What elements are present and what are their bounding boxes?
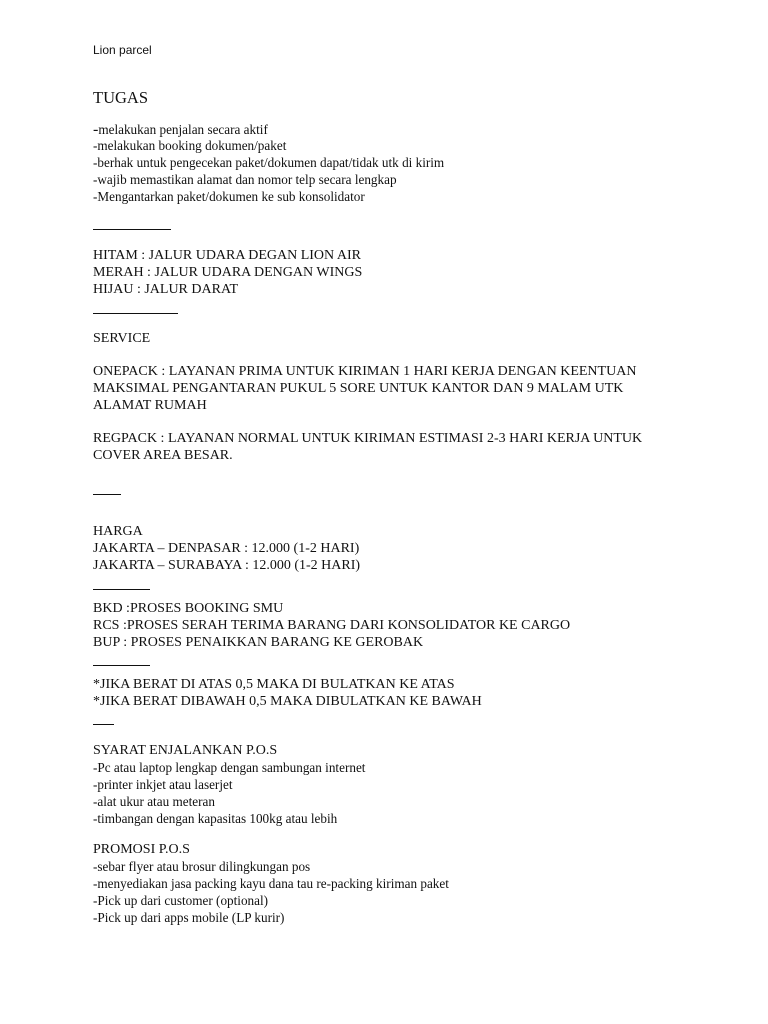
section-heading-harga: HARGA: [93, 524, 143, 539]
divider-line: [93, 313, 178, 314]
regpack-line: COVER AREA BESAR.: [93, 448, 233, 463]
divider-line: [93, 724, 114, 725]
jalur-line: HITAM : JALUR UDARA DEGAN LION AIR: [93, 248, 361, 263]
regpack-line: REGPACK : LAYANAN NORMAL UNTUK KIRIMAN ESTIMASI 2-3 HARI KERJA UNTUK: [93, 431, 643, 446]
list-item: -berhak untuk pengecekan paket/dokumen dapat/tidak utk di kirim: [93, 155, 445, 170]
divider-line: [93, 665, 150, 666]
section-heading-syarat: SYARAT ENJALANKAN P.O.S: [93, 743, 278, 758]
proses-line: BKD :PROSES BOOKING SMU: [93, 601, 284, 616]
list-item: -printer inkjet atau laserjet: [93, 777, 233, 792]
divider-line: [93, 229, 171, 230]
divider-line: [93, 494, 121, 495]
section-heading-tugas: TUGAS: [93, 88, 149, 107]
jalur-line: HIJAU : JALUR DARAT: [93, 282, 239, 297]
harga-row: JAKARTA – DENPASAR : 12.000 (1-2 HARI): [93, 541, 360, 556]
divider-line: [93, 589, 150, 590]
list-item: -alat ukur atau meteran: [93, 794, 215, 809]
list-item: -wajib memastikan alamat dan nomor telp secara lengkap: [93, 172, 397, 187]
section-heading-promosi: PROMOSI P.O.S: [93, 842, 190, 857]
harga-row: JAKARTA – SURABAYA : 12.000 (1-2 HARI): [93, 558, 361, 573]
section-heading-service: SERVICE: [93, 331, 151, 346]
document-header: Lion parcel: [93, 43, 152, 57]
list-item: -Mengantarkan paket/dokumen ke sub konsolidator: [93, 189, 365, 204]
berat-note: *JIKA BERAT DI ATAS 0,5 MAKA DI BULATKAN KE ATAS: [93, 677, 455, 692]
list-item: [93, 121, 268, 139]
list-item: -Pick up dari customer (optional): [93, 893, 269, 908]
proses-line: BUP : PROSES PENAIKKAN BARANG KE GEROBAK: [93, 635, 424, 650]
list-item: -Pick up dari apps mobile (LP kurir): [93, 910, 285, 925]
list-item: -timbangan dengan kapasitas 100kg atau lebih: [93, 811, 338, 826]
berat-note: *JIKA BERAT DIBAWAH 0,5 MAKA DIBULATKAN KE BAWAH: [93, 694, 482, 709]
jalur-line: MERAH : JALUR UDARA DENGAN WINGS: [93, 265, 363, 280]
proses-line: RCS :PROSES SERAH TERIMA BARANG DARI KONSOLIDATOR KE CARGO: [93, 618, 571, 633]
list-item: -sebar flyer atau brosur dilingkungan pos: [93, 859, 311, 874]
list-item-text: melakukan penjalan secara aktif: [98, 122, 268, 137]
list-item: -menyediakan jasa packing kayu dana tau re-packing kiriman paket: [93, 876, 449, 891]
onepack-line: MAKSIMAL PENGANTARAN PUKUL 5 SORE UNTUK KANTOR DAN 9 MALAM UTK: [93, 381, 624, 396]
onepack-line: ONEPACK : LAYANAN PRIMA UNTUK KIRIMAN 1 HARI KERJA DENGAN KEENTUAN: [93, 364, 637, 379]
list-item: -melakukan booking dokumen/paket: [93, 138, 287, 153]
dash-marker: -: [93, 121, 99, 138]
list-item: -Pc atau laptop lengkap dengan sambungan internet: [93, 760, 366, 775]
onepack-line: ALAMAT RUMAH: [93, 398, 207, 413]
